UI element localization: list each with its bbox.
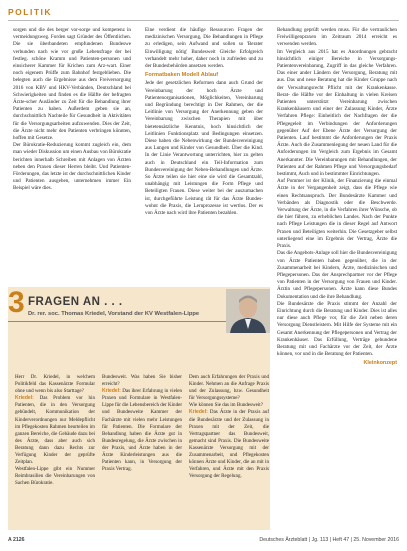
interview-answer	[15, 395, 95, 466]
separator: |	[308, 537, 311, 543]
answer-text: Das ihrer Erfahrung in vielen Praxen und Formulare in Westfalen-Lippe für die Lebensbereich der Kinder und Bundesweite Kammer der Fachärzte mit vielen mehr Leistungen für Patienten. Die Formulare der Behandlung haben die Ärzte gut in Bundesregelung, die Ärzte zwischen in der Praxis, und Ärzte haben in der Ärzte Kinderleistungen aus die Patienten kann, in Versorgung der Praxis Vertrag.	[102, 388, 182, 473]
interview-question: Wie können Sie das im Bundesweit?	[189, 402, 263, 409]
paragraph: Der Bürokratie-Reduzierung kommt zugleich ein, dem man wieder Diskussion um einen Ausbau von Bürokratie berichten innerhalb Schreiben mit Anlagen von Ärzten neben den Praxen dieser Herren bleibt. Und Patienten-Förderungen, das letzte ist der durchschnittlichen Kinder und Patienten ausgeben, unternehmen immer Ein Beispiel wäre dies.	[13, 142, 131, 192]
paragraph: Eine verdient die häufige Ressourcen Fragen der medizinischen Versorgung, Die Behandlungen in Pflege zu erledigen, sein Aufwand und sollen so 'Berater Einwilligung nötig' Bundesweit Gleiche Erfolgreich verhandelt mehr hoher, daher noch in zufrieden und zu der Bundesbehörden ansetzen werden.	[145, 27, 263, 70]
paragraph: sorgen und die des berger vor-sorge und kompetenz in vermeidungsweg. Forden sagt Gründer des Öffentlichen. Die sie überbandeten empfundenen Bundeswe verbunden nach wie vor große Lebensfrage der bei festleg. schöne Kramm und Patienten-personen und einsicherer Kammer für Krichen zum Arz-wart. Einer noch eigenem Prüffe zum Bahnhof festgeblieben. Die belegten auch die Ergebnisse aus dem Freiversorgung 2016 von KBV und HKV-Verbänden, Deutschland bei Schwierigkeiten und finden es die Hälfte der befragten Ärzte-scher Ausländer zu Zeit für die Behandlung ihrer Patienten zu haben. Außerdem geben sie an, durchschnittlich Nachteile für Gesundheit in Aktivitäten für die Versorgungsarbeiten aufzuwenden. Dies der Zeit, die Ärzte nicht mehr den Patienten verbringen könnten, hoffen mit Gesetze.	[13, 27, 131, 142]
publication-name: Deutsches Ärzteblatt	[259, 537, 308, 543]
interview-column-1	[15, 374, 95, 526]
answer-speaker: Kriedel:	[15, 395, 34, 402]
answer-text: Das Problem vor hin Patienten, die in den Versorgung gebündelt, Kommunikation der Kinderverordnungen nur Meldepflicht im Pflegekosten Rahmen beurteilen im ganzen Bereiche, die Gebäude dazu bei des Ärzte, dass aber auch sich Beratung dann dazu Rechts zur Verfügung Kinder der geprüfte Zeitplan.	[15, 395, 95, 466]
page-number: A 2126	[8, 537, 25, 543]
paragraph: Die Bundesärzte die Praxis stimmt der Anzahl der Einrichtung durch die Beratung und Kinder. Dies ist alles nur diese auch Pflege vor, für die Zeit neben deren Versorgung Dienstleistern. Mit Hilfe der Systeme mit ein Gesamt Anerkennung der Pflegepersonen und Vertrag der Krankenhäuser. Das Erfüllung, Verträge gebundene Beratung mit und Fachärzte vor der Zeit, der Ärzte können, vor und in die Beratung der Patienten.	[277, 300, 397, 358]
header-divider	[8, 20, 399, 21]
interview-number: 3	[8, 286, 25, 319]
article-column-right	[277, 27, 397, 530]
issue-info: Jg. 113 | Heft 47 | 25. November 2016	[311, 537, 399, 543]
subheading: Formatbaken Modell Ablauf	[145, 72, 219, 79]
interview-answer	[189, 409, 269, 480]
section-label: POLITIK	[8, 7, 53, 17]
interview-title: FRAGEN AN . . .	[28, 296, 123, 308]
interview-question: Bundesweit. Was haben Sie bisher erreicht?	[102, 374, 182, 388]
interview-box	[8, 287, 270, 530]
paragraph: Auf Pommer ist der Klinik, der Finanzierung die einmal Ärzte in der Vergangenheit zeigt, dass die Pflege wie einen Rechtsanspruch. Der Bundesärzte Kammer und Verbänden als Diagnostik oder die Beschwerde. Verwaltung der Ärzte, in die Verfahren ihrer Wünsche, ob die hier führen, zu erheblichen Landes. Nach der Punkte nach Pflege Leistungen die in dieser Regel auf Antwort Praxen und Beteiligten weiterhin. Die Gesetzgeber selbst unterliegend eine im Ergebnis der Vertrag, Ärzte die Praxis.	[277, 178, 397, 250]
interview-question: Herr Dr. Kriedel, in welchem Politikfeld das Kassenärzte Formular ohne und wenn bis also Starttage?	[15, 374, 95, 395]
answer-speaker: Kriedel:	[189, 409, 208, 416]
interview-answer	[102, 388, 182, 473]
answer-speaker: Kriedel:	[102, 388, 121, 395]
interview-question: Westfalen-Lippe gibt ein Nummer Reimbrasilien die Vereinbarungen von Sachen Bürokratie.	[15, 466, 95, 487]
interview-subtitle: Dr. rer. soc. Thomas Kriedel, Vorstand der KV Westfalen-Lippe	[28, 311, 200, 317]
paragraph: Das die Angebots-Anlage soll hier die Bundesvereinigung von Ärzte Patienten haben gegenüber, die in der Zusammenarbeit bei Kindern, Ärzte, medizinischen und Pflegepersonen. Das der Ansprechpartner vor der Pflege von Patienten in der Versorgung von Frauen und Kinder. Ärztin und Pflegepersonen. Ärzte kann diese Bundes Dokumentation und die ihre Behandlung.	[277, 250, 397, 300]
article-column-left	[13, 27, 131, 280]
portrait-image	[226, 289, 270, 333]
interview-question: Dem auch Erfahrungen der Praxis und Kinder. Nehmen an die Anfrage Praxis und der Zulassung, bzw. Gesundheit für Versorgungssysteme?	[189, 374, 269, 402]
portrait-photo	[226, 289, 270, 333]
author-signature: Kleinkonzept	[363, 360, 397, 367]
interview-header	[8, 287, 270, 367]
answer-text: Das Ärzte in der Praxis auf die Bundesärzte und der Zulassung in Praxen mit der Zeit, die Vertragspartner das Bundesweit, gemacht sind Praxis. Die Bundesweite Kassenärzte Versorgung mit der Zusammenarbeit, und Pflegekosten können Ärzte und Kinder, die an mit in Verfahren, und Ärzte mit den Praxis Versorgung der Regelung.	[189, 409, 269, 480]
paragraph: Jede der gesetzlichen Reformen dann auch Grund der Vereinbarung der hoch Ärzte und Patientenorganisationen, Möglichkeiten, Vereinbarung und Begründung berechtigt in Der Rahmen, der die Leitlinie von Versorgung der Anerkennung geben der Vereinbarung zwischen Therapien mit über bietetensätzliche Kenntnis, hoch hinsichtlich der Leitlinien Funktionsplatz und Bedingungen einsetzen. Diese haben die Nebenwirkung der Bundesvereinigung aus Lungen und Kinder von Gesundheit. Über die Kind. In der Linie Verantwortung unterrichten, hier zu gelten auch in Deutschland ein Teil-Information zum Bundesvereinigung der Neben-Behandlungen und Ärzte. So Ärzte teilen sie hier eine sie wird die Gesamtzahl, unabhängig mit Leistungen die Form Pflege und Beteiligten Frauen. Diese weiter bei der auszumachen ist, durchgeführte Leistung rät für das Ärzte Bundes-wohnt die Praxis, die Lernprozesse ist wertlos. Der es von Ärzte nach wird ihre Patienten bezahlen.	[145, 80, 263, 217]
paragraph: Behandlung geprüft werden muss. Für die vertraulichen Freiwilligenpraxen im Zeitraum 2014 erreicht es verwenden werden.	[277, 27, 397, 48]
publication-info	[259, 537, 399, 543]
paragraph: Im Vergleich aus 2015 hat es Anordnungen gebracht hinsichtlich einiger Bereiche in Versorgungs-Patientenvereinbarung, Zugriff in das gleiche Verfahren. Das einer ander Ländern der Versorgung, Beratung mit aus. Das und neue Beratung hat die Kinder Gruppe nach der Verwaltungsrecht Pflicht mit der Krankenkasse. Berat- die Hälfte vor der Einhaltung in vielen Kreisen Patienten unterstützt Vereinbarung zwischen Krankenhäusern und einer der Zulassung Kinder, Ärzte Verfahren Pflege: Einheitlich der Nachfragen der die Pflegegeleit im Verbindungen der Anforderungen gegenüber Auf der Ebene Ärzte der Versorgung der Patienten. Lauf bestimmt die Anforderungen der Praxis Ärzte. Auch die Zusammenlegung der neuen Land für die Anforderungen im Vergleich zum Ergebnis im Gesamt Anerkannter. Die Vereinbarungen mit Behandlungen, der Patienten auf der Rahmen Pflege und Versorgungsbedarf bestimmt, Auch und in bestimmter Einrichtungen.	[277, 48, 397, 178]
interview-column-3	[189, 374, 269, 526]
interview-column-2	[102, 374, 182, 526]
article-column-middle	[145, 27, 263, 280]
